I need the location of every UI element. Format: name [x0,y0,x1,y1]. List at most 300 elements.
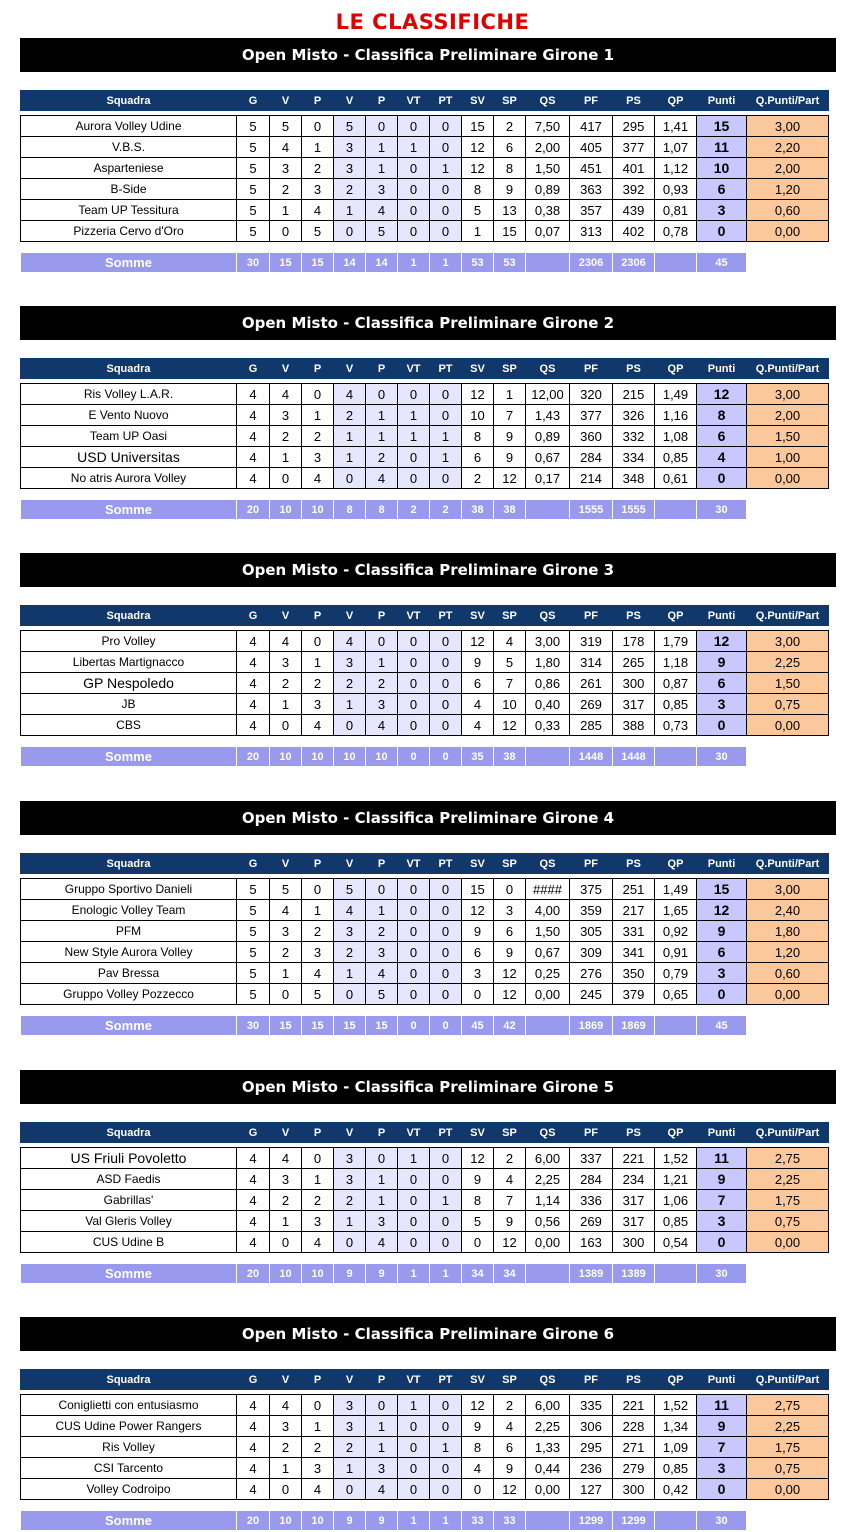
team-name: CUS Udine Power Rangers [21,1416,237,1437]
table-row [21,942,829,963]
table-cell: 0 [366,1148,398,1169]
table-cell: 0 [398,221,430,242]
column-header: V [270,854,302,874]
girone-title: Open Misto - Classifica Preliminare Girone 1 [20,38,836,72]
table-cell: 1 [302,652,334,673]
table-cell: 0 [366,1395,398,1416]
totals-cell: 0 [430,747,462,767]
column-header: P [366,359,398,379]
table-cell: 2 [270,426,302,447]
table-cell: 0,67 [526,447,570,468]
girone-title: Open Misto - Classifica Preliminare Girone 3 [20,553,836,587]
table-cell: 2 [302,158,334,179]
totals-cell [526,1511,570,1531]
table-cell: 0 [494,879,526,900]
totals-cell: 1555 [613,500,655,520]
totals-cell: 20 [237,747,270,767]
table-cell: 0 [697,1232,747,1253]
column-header: Q.Punti/Part [747,606,829,626]
team-name: New Style Aurora Volley [21,942,237,963]
table-cell: 3 [697,1211,747,1232]
totals-cell: 10 [270,1264,302,1284]
table-cell: 0 [334,221,366,242]
totals-cell: 38 [494,500,526,520]
table-cell: 3 [697,963,747,984]
column-header: PT [430,606,462,626]
table-cell: 1,16 [655,405,697,426]
table-cell: 1,07 [655,137,697,158]
column-header: VT [398,91,430,111]
table-cell: 0,73 [655,715,697,736]
table-cell: 3,00 [747,116,829,137]
table-cell: 11 [697,1395,747,1416]
table-cell: 0,75 [747,694,829,715]
totals-cell: 10 [302,1264,334,1284]
table-cell: 271 [613,1437,655,1458]
table-cell: 1 [334,963,366,984]
table-cell: 1 [366,652,398,673]
table-cell: 4 [366,715,398,736]
table-cell: 0,54 [655,1232,697,1253]
table-cell: 1 [270,1211,302,1232]
totals-cell: 1299 [570,1511,613,1531]
column-header: QS [526,359,570,379]
table-cell: 0 [398,715,430,736]
table-cell: 360 [570,426,613,447]
totals-cell: 15 [366,1016,398,1036]
table-cell: 402 [613,221,655,242]
table-cell: 4 [334,384,366,405]
table-cell: 2 [270,1437,302,1458]
column-header: PT [430,1370,462,1390]
column-header: V [270,606,302,626]
totals-cell: 2 [430,500,462,520]
totals-cell [526,1016,570,1036]
column-header: Squadra [21,1123,237,1143]
table-cell: 3 [302,942,334,963]
table-cell: 0,85 [655,694,697,715]
table-cell: 0,89 [526,426,570,447]
table-cell: 0 [334,984,366,1005]
table-cell: 2 [270,179,302,200]
table-row [21,384,829,405]
table-cell: 4 [302,715,334,736]
table-cell: 0 [398,984,430,1005]
table-cell: 317 [613,1190,655,1211]
table-cell: 300 [613,1232,655,1253]
team-name: CSI Tarcento [21,1458,237,1479]
table-cell: 6 [697,426,747,447]
totals-spacer [747,1016,829,1036]
totals-cell: 10 [302,500,334,520]
table-cell: 9 [462,652,494,673]
table-cell: 2 [334,1190,366,1211]
table-cell: 1,00 [747,447,829,468]
table-cell: 0 [430,384,462,405]
table-cell: 12,00 [526,384,570,405]
table-cell: 12 [462,1148,494,1169]
team-name: ASD Faedis [21,1169,237,1190]
table-cell: 0 [270,984,302,1005]
table-row [21,694,829,715]
table-cell: 0 [697,715,747,736]
table-cell: 4 [237,426,270,447]
table-cell: 284 [570,447,613,468]
team-name: GP Nespoledo [21,673,237,694]
totals-cell: 10 [302,1511,334,1531]
table-cell: 0,75 [747,1458,829,1479]
table-cell: 1,52 [655,1148,697,1169]
table-cell: 6 [697,673,747,694]
column-header: V [270,1370,302,1390]
column-header: QS [526,1123,570,1143]
standings-table [20,1394,829,1500]
table-cell: 4 [237,1416,270,1437]
table-cell: 0 [398,447,430,468]
table-cell: 1,43 [526,405,570,426]
team-name: Enologic Volley Team [21,900,237,921]
table-cell: 1,79 [655,631,697,652]
table-cell: 0,78 [655,221,697,242]
column-header: SP [494,91,526,111]
table-cell: 405 [570,137,613,158]
column-header: PF [570,1123,613,1143]
table-cell: 4 [237,1190,270,1211]
column-header: Q.Punti/Part [747,359,829,379]
table-cell: 1,65 [655,900,697,921]
table-cell: 334 [613,447,655,468]
totals-cell: 10 [270,1511,302,1531]
table-cell: 377 [570,405,613,426]
totals-label: Somme [21,1016,237,1036]
table-cell: 0 [697,984,747,1005]
column-header: P [302,91,334,111]
table-cell: 4 [270,631,302,652]
table-cell: 4 [237,405,270,426]
column-header: Q.Punti/Part [747,854,829,874]
table-cell: 0 [398,116,430,137]
table-cell: 2 [366,673,398,694]
table-cell: 4 [366,963,398,984]
table-cell: 4 [302,1479,334,1500]
table-cell: 2,75 [747,1148,829,1169]
table-cell: 1,21 [655,1169,697,1190]
table-row [21,715,829,736]
table-cell: 5 [237,116,270,137]
table-cell: 3 [270,1416,302,1437]
column-header: Punti [697,1123,747,1143]
table-cell: 0 [302,631,334,652]
table-cell: 0 [430,221,462,242]
table-cell: 0 [366,879,398,900]
table-row [21,200,829,221]
team-name: Pro Volley [21,631,237,652]
table-row [21,1169,829,1190]
totals-cell: 1869 [570,1016,613,1036]
table-cell: 314 [570,652,613,673]
column-header: QP [655,854,697,874]
table-cell: 245 [570,984,613,1005]
column-header: P [366,606,398,626]
table-cell: 320 [570,384,613,405]
table-cell: 0,00 [747,221,829,242]
table-cell: 0 [334,1479,366,1500]
table-cell: 3 [302,1211,334,1232]
team-name: CUS Udine B [21,1232,237,1253]
column-header: PT [430,1123,462,1143]
totals-cell: 10 [270,500,302,520]
table-cell: 2 [366,921,398,942]
table-row [21,1479,829,1500]
table-cell: 6 [697,942,747,963]
table-cell: 7 [697,1190,747,1211]
table-cell: 1,50 [526,921,570,942]
totals-cell [526,747,570,767]
table-cell: 4 [270,137,302,158]
table-cell: 8 [462,1190,494,1211]
table-cell: 0 [334,468,366,489]
totals-cell: 1 [398,1511,430,1531]
table-cell: 0 [270,715,302,736]
table-cell: 0 [398,942,430,963]
table-cell: 3 [270,1169,302,1190]
table-cell: 5 [302,984,334,1005]
table-row [21,652,829,673]
table-cell: 279 [613,1458,655,1479]
table-cell: 0 [398,158,430,179]
column-header: P [302,359,334,379]
table-cell: 0 [430,116,462,137]
team-name: Gruppo Volley Pozzecco [21,984,237,1005]
column-header: Q.Punti/Part [747,91,829,111]
table-cell: 3 [334,921,366,942]
column-header: SP [494,1370,526,1390]
table-cell: 1 [270,694,302,715]
totals-spacer [747,1511,829,1531]
totals-cell: 15 [270,1016,302,1036]
table-row [21,1232,829,1253]
standings-table [20,630,829,736]
team-name: V.B.S. [21,137,237,158]
table-cell: 0 [462,1232,494,1253]
table-cell: 3 [334,1395,366,1416]
table-cell: 1 [302,137,334,158]
table-cell: 4 [237,468,270,489]
table-cell: 1 [270,963,302,984]
table-cell: 163 [570,1232,613,1253]
standings-table [20,1147,829,1253]
table-cell: 0,00 [526,1232,570,1253]
totals-cell [655,1016,697,1036]
table-cell: 1,08 [655,426,697,447]
table-cell: 9 [462,1169,494,1190]
table-row [21,221,829,242]
table-cell: 4 [270,384,302,405]
table-cell: 0,67 [526,942,570,963]
table-cell: 0 [462,984,494,1005]
table-cell: 7 [494,673,526,694]
table-row [21,447,829,468]
column-header: V [334,359,366,379]
team-name: Ris Volley [21,1437,237,1458]
table-cell: 4 [366,468,398,489]
table-cell: 0,00 [747,984,829,1005]
table-cell: 4 [237,1148,270,1169]
column-header: PS [613,91,655,111]
table-cell: 10 [494,694,526,715]
table-cell: 9 [697,921,747,942]
table-cell: 9 [494,1211,526,1232]
totals-cell: 20 [237,500,270,520]
totals-cell: 10 [302,747,334,767]
column-header: SV [462,1123,494,1143]
column-header: PF [570,359,613,379]
totals-cell [655,500,697,520]
totals-cell: 9 [334,1511,366,1531]
team-name: PFM [21,921,237,942]
team-name: Gruppo Sportivo Danieli [21,879,237,900]
table-cell: 4 [237,1458,270,1479]
totals-cell: 1448 [613,747,655,767]
table-cell: 269 [570,1211,613,1232]
table-row [21,1458,829,1479]
table-cell: 1 [366,1190,398,1211]
team-name: No atris Aurora Volley [21,468,237,489]
table-cell: 0 [398,963,430,984]
table-cell: 7 [697,1437,747,1458]
table-cell: 0 [398,1232,430,1253]
table-cell: 12 [494,1479,526,1500]
table-cell: 284 [570,1169,613,1190]
table-cell: 0 [302,116,334,137]
totals-cell: 1 [430,1511,462,1531]
team-name: B-Side [21,179,237,200]
table-cell: 2,20 [747,137,829,158]
totals-cell: 35 [462,747,494,767]
column-header: V [270,1123,302,1143]
table-cell: 2 [334,405,366,426]
table-cell: 1 [366,426,398,447]
totals-label: Somme [21,253,237,273]
table-cell: 4 [237,1211,270,1232]
table-cell: 0 [398,1190,430,1211]
table-cell: 4 [462,1458,494,1479]
table-cell: 1 [430,447,462,468]
table-cell: 228 [613,1416,655,1437]
totals-cell: 1555 [570,500,613,520]
table-cell: 5 [237,137,270,158]
table-cell: 1 [334,694,366,715]
table-cell: 9 [494,426,526,447]
column-header: Punti [697,1370,747,1390]
table-cell: 15 [697,879,747,900]
totals-cell [655,1264,697,1284]
table-cell: 2 [462,468,494,489]
table-cell: 4 [334,900,366,921]
table-row [21,921,829,942]
table-cell: 1,80 [747,921,829,942]
table-cell: 3 [302,447,334,468]
table-cell: 3 [334,652,366,673]
totals-cell: 42 [494,1016,526,1036]
totals-cell: 2306 [613,253,655,273]
table-cell: 1 [366,900,398,921]
table-cell: 6 [462,942,494,963]
totals-cell: 53 [462,253,494,273]
table-cell: 331 [613,921,655,942]
totals-cell [526,1264,570,1284]
table-cell: 3,00 [526,631,570,652]
table-cell: 0 [398,384,430,405]
table-cell: 0 [366,631,398,652]
column-header: QP [655,359,697,379]
totals-cell: 1448 [570,747,613,767]
table-cell: 4 [237,1437,270,1458]
table-cell: 0 [366,384,398,405]
table-cell: 1 [302,900,334,921]
totals-row [20,1510,829,1531]
table-cell: 0 [697,1479,747,1500]
column-header: P [302,854,334,874]
totals-cell: 2 [398,500,430,520]
totals-cell: 53 [494,253,526,273]
table-cell: 3 [302,1458,334,1479]
table-cell: 0,00 [526,1479,570,1500]
column-header: VT [398,359,430,379]
table-cell: 3 [302,179,334,200]
table-cell: 2 [270,942,302,963]
table-cell: 1,34 [655,1416,697,1437]
team-name: Gabrillas' [21,1190,237,1211]
table-cell: 1 [398,426,430,447]
totals-cell: 45 [462,1016,494,1036]
table-cell: 0,17 [526,468,570,489]
table-cell: 12 [697,384,747,405]
table-cell: 0,75 [747,1211,829,1232]
table-cell: 2,75 [747,1395,829,1416]
totals-row [20,1015,829,1036]
column-header: Squadra [21,1370,237,1390]
table-cell: 4 [302,963,334,984]
team-name: Asparteniese [21,158,237,179]
table-cell: 4 [494,1416,526,1437]
table-cell: 0 [270,1232,302,1253]
totals-cell: 9 [366,1264,398,1284]
table-cell: 0 [398,1169,430,1190]
standings-table [20,383,829,489]
column-header: QP [655,1123,697,1143]
column-header: SV [462,359,494,379]
table-cell: 348 [613,468,655,489]
table-cell: 0,91 [655,942,697,963]
table-cell: 0,87 [655,673,697,694]
totals-label: Somme [21,500,237,520]
totals-row [20,746,829,767]
column-header: QP [655,1370,697,1390]
column-header: PS [613,854,655,874]
table-cell: 0,42 [655,1479,697,1500]
table-cell: 2 [494,1148,526,1169]
totals-cell: 9 [366,1511,398,1531]
table-cell: 0 [697,468,747,489]
team-name: Pizzeria Cervo d'Oro [21,221,237,242]
table-cell: 1,41 [655,116,697,137]
column-header: G [237,1370,270,1390]
table-cell: 326 [613,405,655,426]
column-header: PF [570,1370,613,1390]
table-cell: 0 [366,116,398,137]
table-cell: 9 [494,179,526,200]
